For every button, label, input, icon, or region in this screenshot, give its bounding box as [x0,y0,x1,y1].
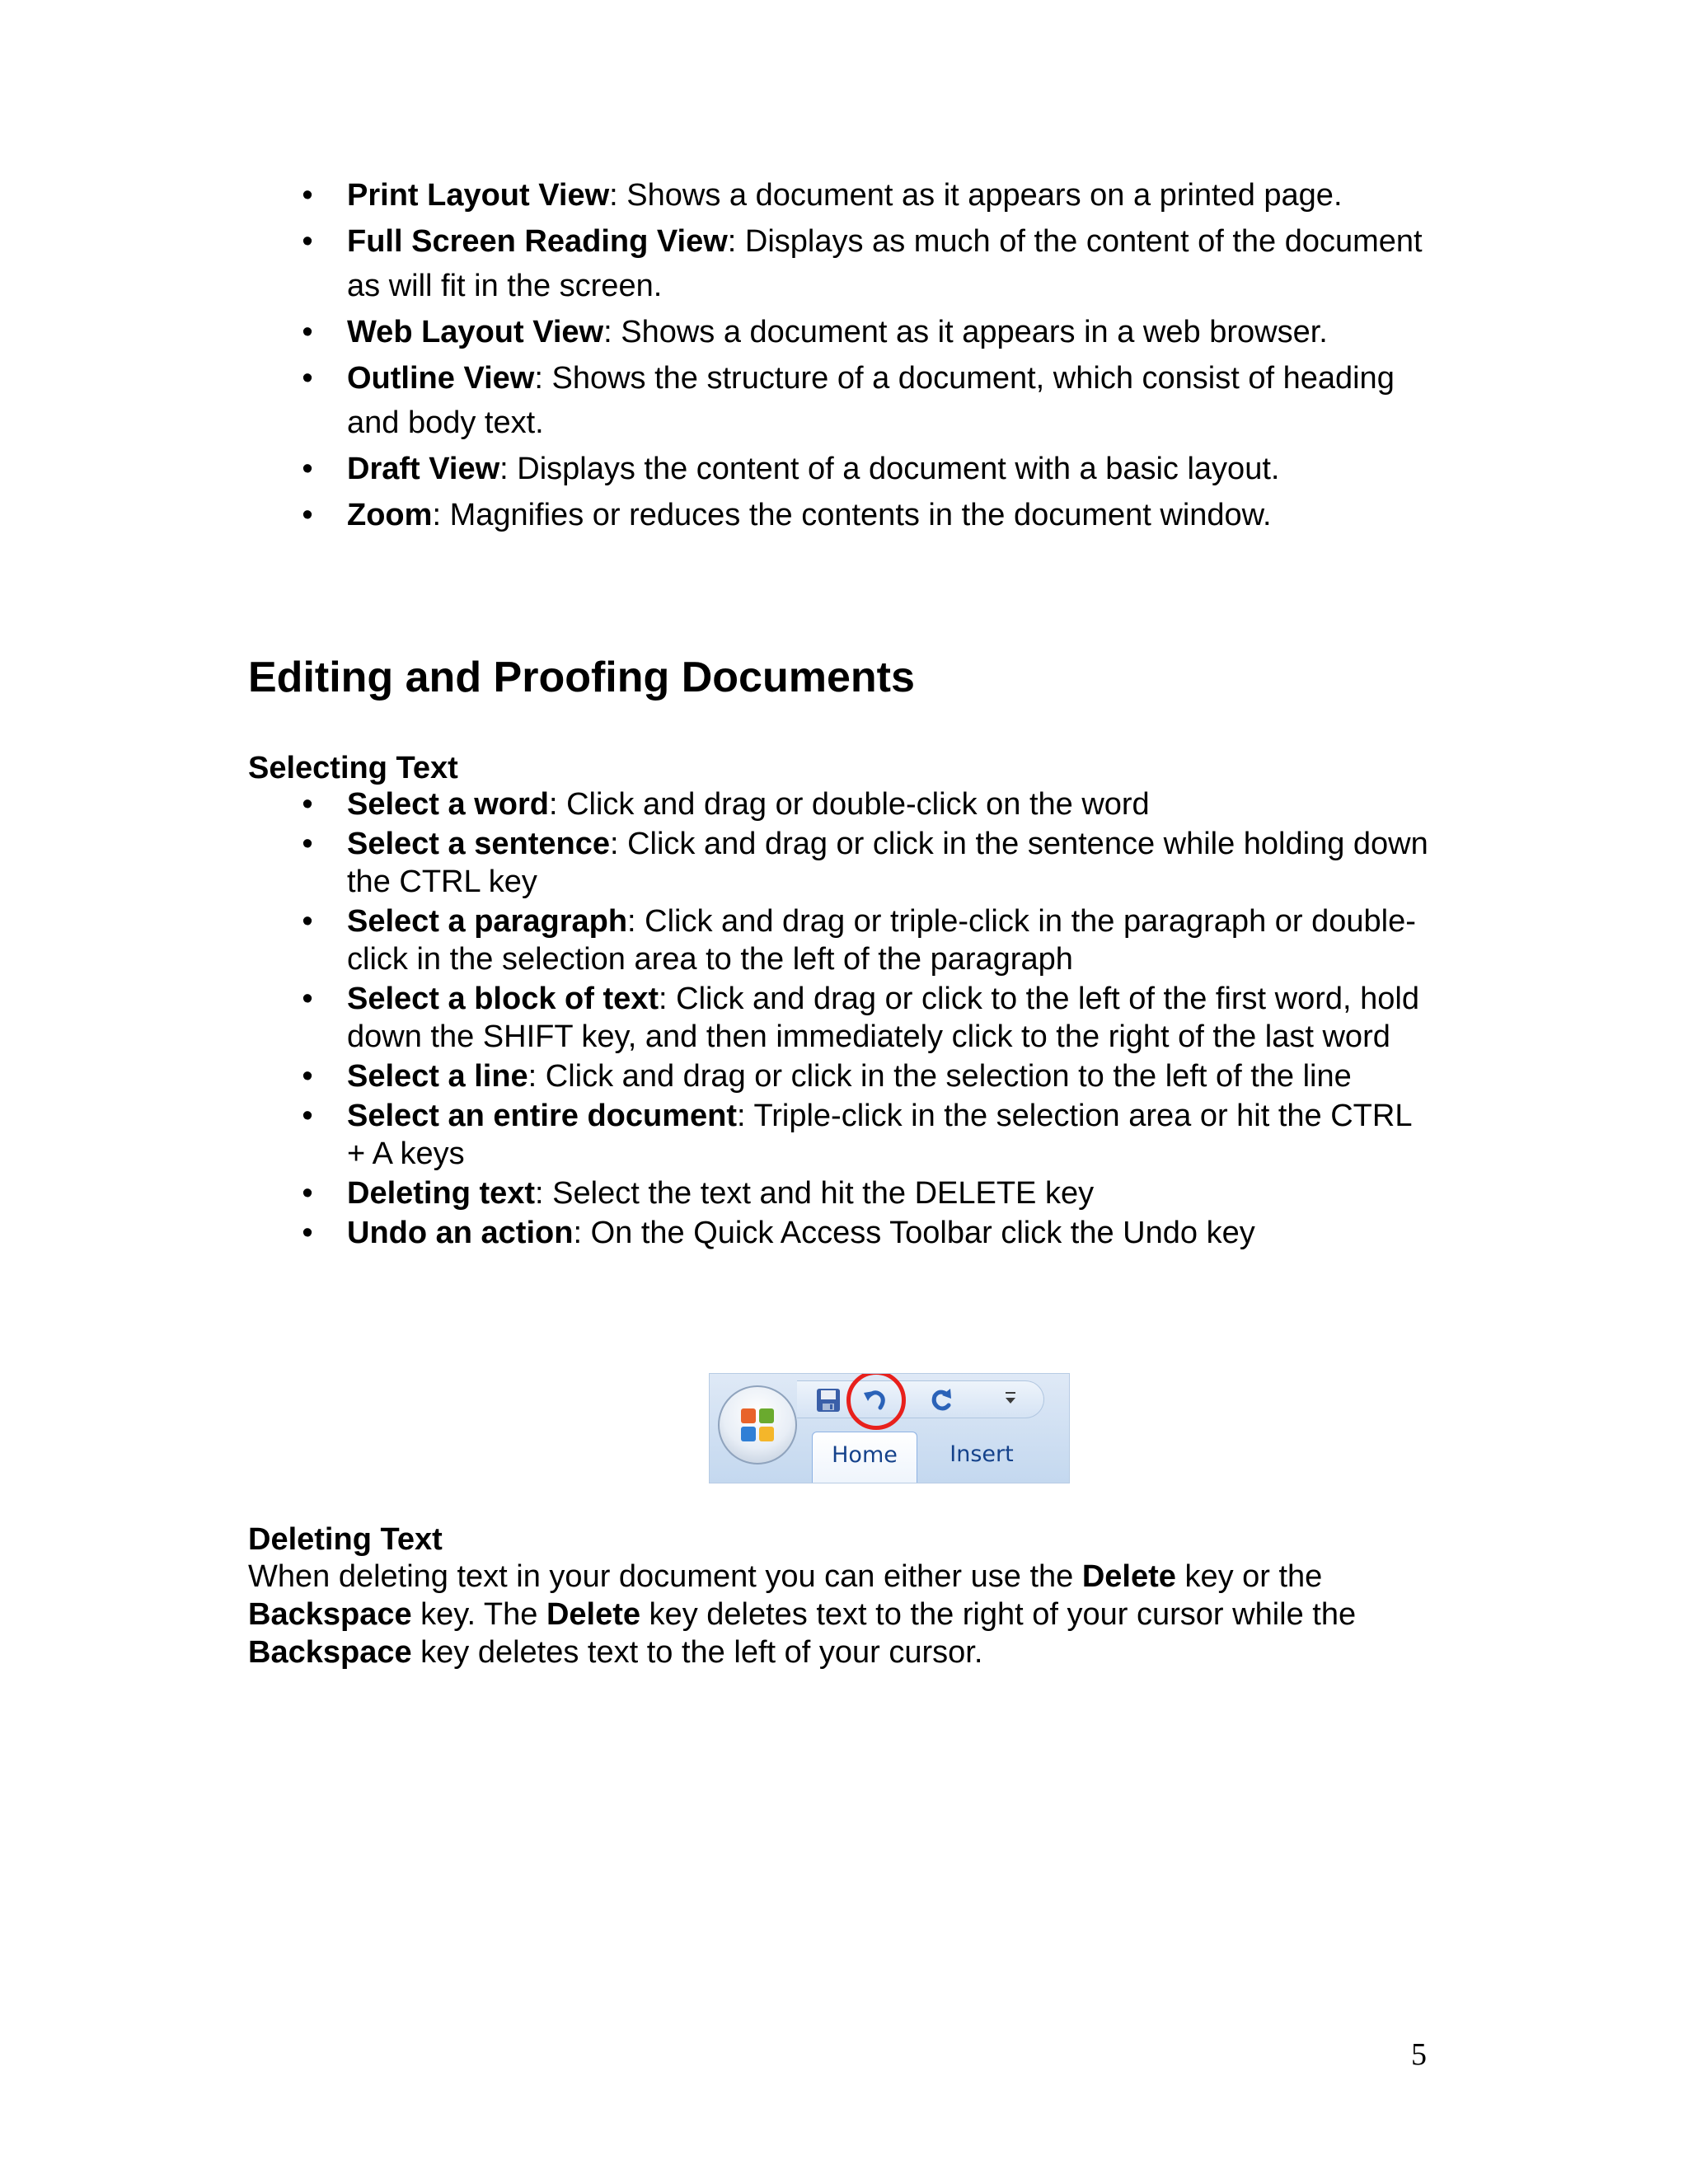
list-item-desc: Click and drag or click in the selection to the left of the line [545,1059,1352,1094]
list-item-term: Outline View [347,361,535,396]
bullet: • [302,1059,313,1094]
selecting-text-heading: Selecting Text [248,751,458,785]
backspace-key-term: Backspace [248,1635,412,1670]
list-item-desc: Shows a document as it appears on a printed page. [626,178,1343,213]
list-item-desc: Magnifies or reduces the contents in the document window. [449,498,1272,532]
list-item-desc: Click and drag or click in the sentence while holding down the CTRL key [347,827,1428,899]
list-item-desc: On the Quick Access Toolbar click the Undo key [590,1216,1255,1250]
bullet: • [302,361,313,396]
office-logo-icon [739,1407,776,1443]
list-item-term: Select a line [347,1059,528,1094]
backspace-key-term: Backspace [248,1597,412,1632]
list-item-term: Zoom [347,498,433,532]
deleting-text-paragraph: When deleting text in your document you can either use the Delete key or the Backspace key. The Delete key deletes text to the right of your cursor while the Backspace key deletes text to the left of your cursor. [248,1559,1357,1670]
delete-key-term: Delete [1081,1559,1176,1594]
list-item-desc: Displays the content of a document with a basic layout. [517,452,1280,486]
undo-highlight-circle [846,1373,906,1430]
list-item-term: Full Screen Reading View [347,224,728,259]
list-item: • Deleting text: Select the text and hit the DELETE key [0,1174,1435,1212]
bullet: • [302,315,313,349]
section-heading: Editing and Proofing Documents [248,654,915,701]
bullet: • [302,787,313,822]
list-item-term: Select a block of text [347,982,659,1016]
bullet: • [302,904,313,939]
list-item-desc: Shows the structure of a document, which consist of heading and body text. [347,361,1395,440]
list-item: • Print Layout View: Shows a document as it appears on a printed page. [0,173,1435,218]
list-item-desc: Click and drag or click to the left of the first word, hold down the SHIFT key, and then immediately click to the right of the last word [347,982,1419,1054]
bullet: • [302,1099,313,1133]
customize-arrow-icon[interactable] [1003,1389,1018,1408]
list-item: • Select a block of text: Click and drag or click to the left of the first word, hold down the SHIFT key, and then immediately click to the right of the last word [0,980,1435,1056]
office-button-icon [718,1385,797,1465]
list-item: • Select a word: Click and drag or double-click on the word [0,785,1435,823]
quick-access-toolbar-screenshot [709,1373,1070,1483]
list-item-term: Select an entire document [347,1099,738,1133]
list-item: • Select a paragraph: Click and drag or triple-click in the paragraph or double-click in the selection area to the left of the paragraph [0,902,1435,978]
delete-key-term: Delete [546,1597,640,1632]
bullet: • [302,178,313,213]
list-item: • Select a sentence: Click and drag or click in the sentence while holding down the CTRL key [0,825,1435,901]
tab-insert[interactable]: Insert [950,1441,1014,1467]
view-options-list [0,173,1688,539]
list-item-term: Print Layout View [347,178,610,213]
bullet: • [302,1216,313,1250]
bullet: • [302,452,313,486]
list-item: • Draft View: Displays the content of a document with a basic layout. [0,447,1435,491]
redo-icon[interactable] [927,1385,955,1413]
list-item: • Outline View: Shows the structure of a document, which consist of heading and body text. [0,356,1435,445]
list-item-desc: Click and drag or triple-click in the paragraph or double-click in the selection area to the left of the paragraph [347,904,1416,977]
list-item-desc: Shows a document as it appears in a web browser. [621,315,1328,349]
list-item: • Zoom: Magnifies or reduces the contents in the document window. [0,493,1435,537]
list-item-term: Deleting text [347,1176,536,1211]
bullet: • [302,224,313,259]
list-item-desc: Triple-click in the selection area or hit the CTRL + A keys [347,1099,1412,1171]
save-icon[interactable] [815,1387,842,1413]
bullet: • [302,498,313,532]
list-item: • Select an entire document: Triple-click in the selection area or hit the CTRL + A keys [0,1097,1435,1173]
list-item-desc: Click and drag or double-click on the word [566,787,1150,822]
bullet: • [302,1176,313,1211]
list-item-term: Select a paragraph [347,904,628,939]
bullet: • [302,827,313,861]
tab-home[interactable]: Home [812,1432,917,1483]
list-item-term: Web Layout View [347,315,604,349]
list-item-term: Select a sentence [347,827,610,861]
list-item-term: Draft View [347,452,500,486]
list-item: • Web Layout View: Shows a document as it appears in a web browser. [0,310,1435,354]
list-item-desc: Displays as much of the content of the document as will fit in the screen. [347,224,1423,303]
list-item-term: Undo an action [347,1216,574,1250]
page-number: 5 [1411,2037,1427,2072]
list-item-term: Select a word [347,787,549,822]
bullet: • [302,982,313,1016]
list-item: • Select a line: Click and drag or click in the selection to the left of the line [0,1057,1435,1095]
list-item: • Undo an action: On the Quick Access Toolbar click the Undo key [0,1214,1435,1252]
deleting-text-heading: Deleting Text [248,1522,443,1557]
selecting-text-list [0,785,1688,1254]
list-item: • Full Screen Reading View: Displays as much of the content of the document as will fit in the screen. [0,219,1435,308]
list-item-desc: Select the text and hit the DELETE key [552,1176,1095,1211]
